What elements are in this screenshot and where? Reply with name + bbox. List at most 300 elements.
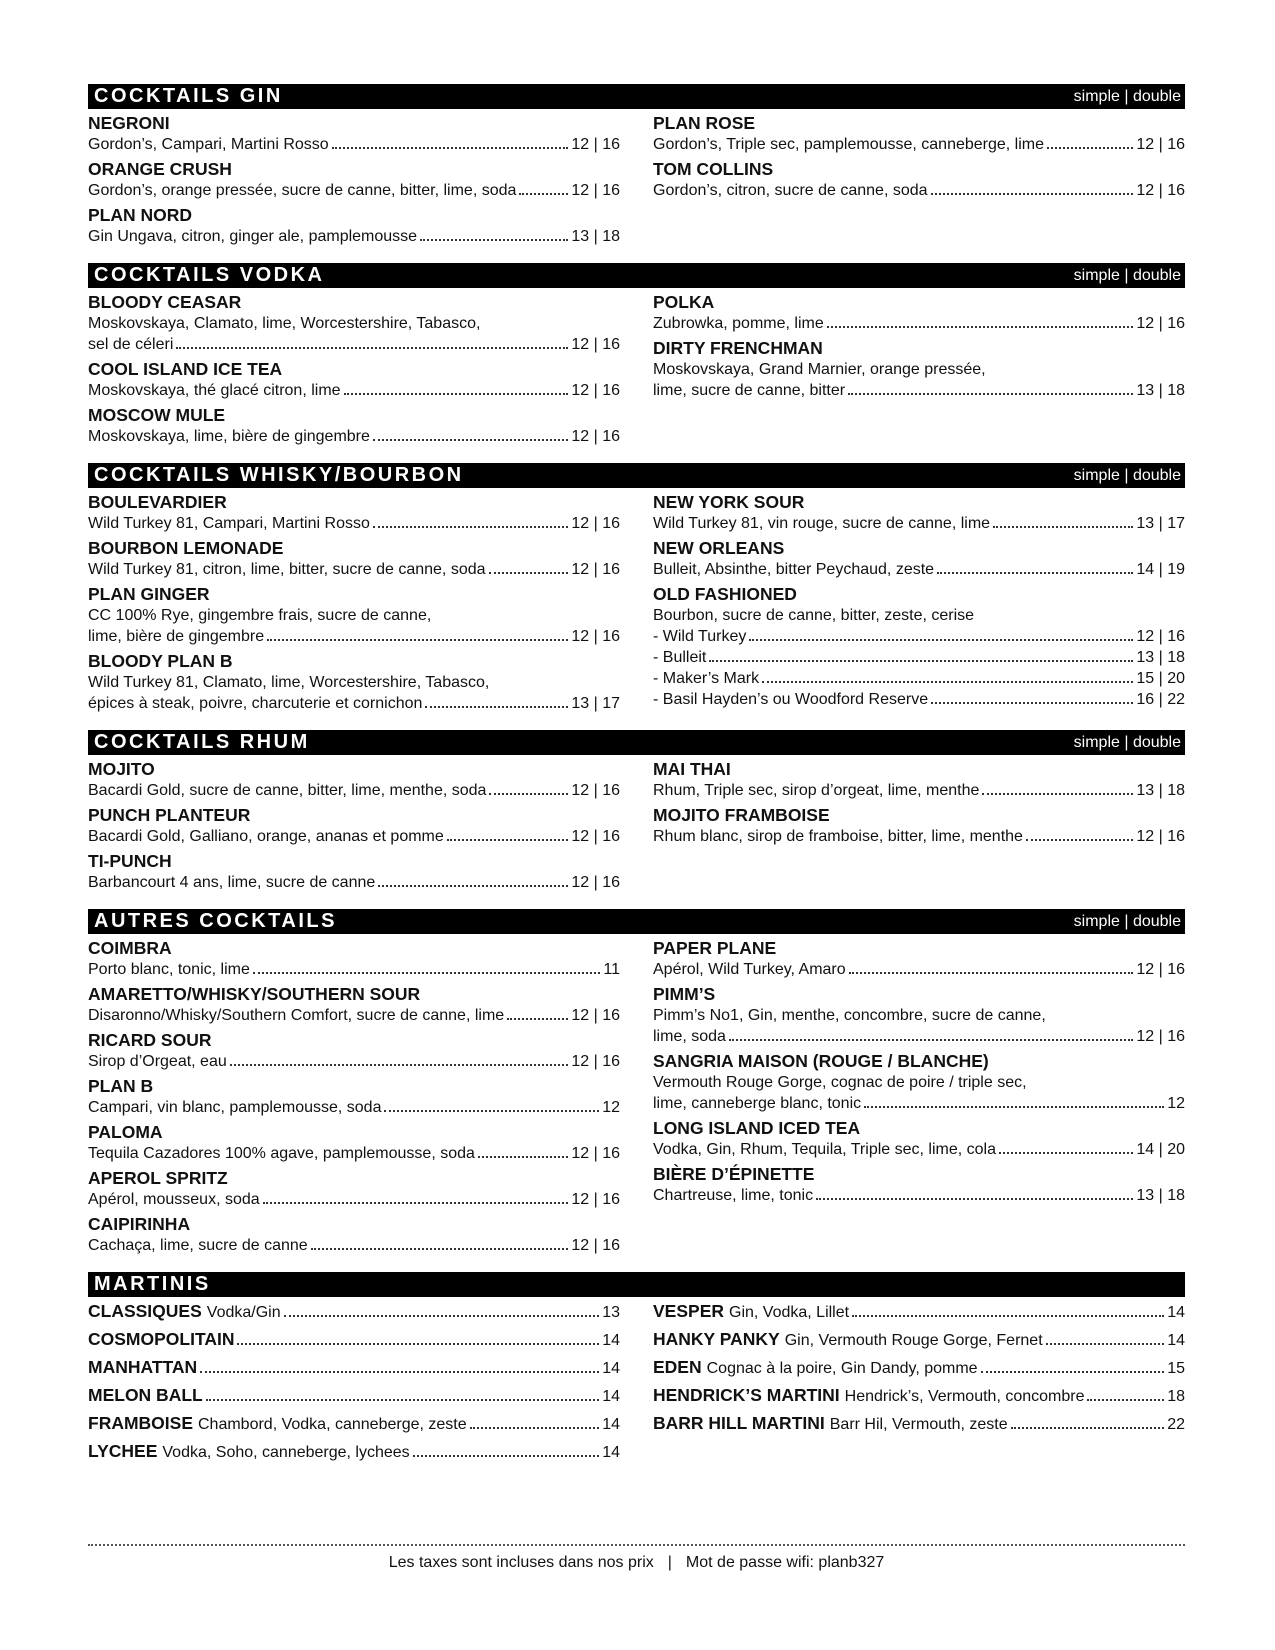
item-description: Moskovskaya, lime, bière de gingembre xyxy=(88,428,370,445)
menu-item xyxy=(653,805,1185,847)
menu-item xyxy=(88,805,620,847)
item-name: MOSCOW MULE xyxy=(88,405,226,425)
dot-leader xyxy=(373,439,568,441)
item-name: PIMM’S xyxy=(653,984,716,1004)
section-price-legend: simple | double xyxy=(1073,913,1181,930)
item-description: Rhum blanc, sirop de framboise, bitter, lime, menthe xyxy=(653,828,1023,845)
item-price: 12 | 16 xyxy=(571,1191,620,1208)
item-price-line xyxy=(88,826,620,847)
item-description: Campari, vin blanc, pamplemousse, soda xyxy=(88,1099,382,1116)
item-name: BARR HILL MARTINI xyxy=(653,1413,825,1433)
section-price-legend: simple | double xyxy=(1073,734,1181,751)
menu-item xyxy=(653,938,1185,980)
dot-leader xyxy=(827,326,1134,328)
dot-leader xyxy=(1026,839,1133,841)
item-name: ORANGE CRUSH xyxy=(88,159,232,179)
item-description: Sirop d’Orgeat, eau xyxy=(88,1053,227,1070)
menu-item xyxy=(653,1164,1185,1206)
item-price-line xyxy=(653,1185,1185,1206)
item-description: lime, sucre de canne, bitter xyxy=(653,382,846,399)
martini-item xyxy=(88,1413,620,1441)
item-description: Gordon’s, Triple sec, pamplemousse, canneberge, lime xyxy=(653,136,1045,153)
dot-leader xyxy=(931,193,1134,195)
item-price-line xyxy=(653,513,1185,534)
right-column xyxy=(653,113,1185,251)
dot-leader xyxy=(200,1371,599,1373)
item-description: Barr Hil, Vermouth, zeste xyxy=(829,1416,1008,1433)
item-price-line xyxy=(653,780,1185,801)
left-column xyxy=(88,492,620,718)
menu-item xyxy=(88,1030,620,1072)
right-column xyxy=(653,1301,1185,1469)
dot-leader xyxy=(489,793,568,795)
menu-item xyxy=(88,538,620,580)
item-name: BIÈRE D’ÉPINETTE xyxy=(653,1164,815,1184)
menu-section xyxy=(88,263,1185,451)
item-price: 12 | 16 xyxy=(571,1237,620,1254)
item-price: 12 | 16 xyxy=(1136,828,1185,845)
menu-item xyxy=(88,984,620,1026)
item-price-line xyxy=(88,134,620,155)
item-description: Moskovskaya, Clamato, lime, Worcestershire, Tabasco, xyxy=(88,315,481,332)
item-name: TI-PUNCH xyxy=(88,851,172,871)
item-price-line xyxy=(88,180,620,201)
section-title: COCKTAILS GIN xyxy=(94,85,283,107)
menu-item xyxy=(88,159,620,201)
martini-item xyxy=(653,1385,1185,1413)
section-columns xyxy=(88,288,1185,451)
item-name: PLAN ROSE xyxy=(653,113,756,133)
item-name: OLD FASHIONED xyxy=(653,584,797,604)
item-description: Bulleit, Absinthe, bitter Peychaud, zeste xyxy=(653,561,935,578)
item-price: 13 | 18 xyxy=(1136,649,1185,666)
item-price-line xyxy=(88,1235,620,1256)
item-price: 15 | 20 xyxy=(1136,670,1185,687)
item-description: Bourbon, sucre de canne, bitter, zeste, cerise xyxy=(653,607,975,624)
item-price: 13 | 18 xyxy=(1136,782,1185,799)
item-price-line xyxy=(653,826,1185,847)
item-name: BLOODY CEASAR xyxy=(88,292,242,312)
item-price: 15 xyxy=(1167,1360,1185,1377)
martini-item xyxy=(88,1357,620,1385)
section-header xyxy=(88,84,1185,109)
item-name: PALOMA xyxy=(88,1122,163,1142)
section-header xyxy=(88,263,1185,288)
item-price: 12 | 16 xyxy=(571,382,620,399)
item-price: 12 | 16 xyxy=(1136,961,1185,978)
section-columns xyxy=(88,488,1185,718)
item-price-line xyxy=(88,1051,620,1072)
item-price-line xyxy=(653,380,1185,401)
item-price-line xyxy=(653,313,1185,334)
item-name: APEROL SPRITZ xyxy=(88,1168,228,1188)
item-name: CAIPIRINHA xyxy=(88,1214,191,1234)
item-name: HENDRICK’S MARTINI xyxy=(653,1385,840,1405)
dot-leader xyxy=(237,1343,599,1345)
item-price: 12 xyxy=(1167,1095,1185,1112)
dot-leader xyxy=(378,885,568,887)
item-description: Wild Turkey 81, Clamato, lime, Worcestershire, Tabasco, xyxy=(88,674,490,691)
item-price: 12 xyxy=(602,1099,620,1116)
dot-leader xyxy=(206,1399,599,1401)
section-columns xyxy=(88,755,1185,897)
dot-leader xyxy=(1046,1343,1165,1345)
item-description: Pimm’s No1, Gin, menthe, concombre, sucre de canne, xyxy=(653,1007,1046,1024)
menu-item xyxy=(88,1122,620,1164)
item-price: 22 xyxy=(1167,1416,1185,1433)
item-description: - Bulleit xyxy=(653,649,707,666)
item-description: Gordon’s, orange pressée, sucre de canne, bitter, lime, soda xyxy=(88,182,517,199)
item-price: 12 | 16 xyxy=(571,515,620,532)
menu-item xyxy=(653,159,1185,201)
item-price-line xyxy=(653,1026,1185,1047)
item-description: Barbancourt 4 ans, lime, sucre de canne xyxy=(88,874,376,891)
section-title: COCKTAILS RHUM xyxy=(94,731,310,753)
section-header xyxy=(88,1272,1185,1297)
section-header xyxy=(88,463,1185,488)
item-price: 12 | 16 xyxy=(1136,628,1185,645)
item-price: 13 | 18 xyxy=(1136,1187,1185,1204)
item-name: MOJITO FRAMBOISE xyxy=(653,805,830,825)
item-price: 12 | 16 xyxy=(571,336,620,353)
item-name: MAI THAI xyxy=(653,759,731,779)
item-price-line xyxy=(653,1139,1185,1160)
item-name: CLASSIQUES xyxy=(88,1301,202,1321)
menu-item xyxy=(88,205,620,247)
item-description: lime, canneberge blanc, tonic xyxy=(653,1095,862,1112)
item-price: 12 | 16 xyxy=(571,1053,620,1070)
footer xyxy=(88,1544,1185,1572)
menu-item xyxy=(88,492,620,534)
item-description: Vodka, Soho, canneberge, lychees xyxy=(162,1444,410,1461)
section-title: COCKTAILS WHISKY/BOURBON xyxy=(94,464,464,486)
item-price-line xyxy=(88,513,620,534)
menu-section xyxy=(88,84,1185,251)
item-description: Wild Turkey 81, citron, lime, bitter, sucre de canne, soda xyxy=(88,561,486,578)
item-price-line xyxy=(88,1097,620,1118)
menu-item xyxy=(88,113,620,155)
item-price-line xyxy=(653,180,1185,201)
item-name: PAPER PLANE xyxy=(653,938,777,958)
menu-item xyxy=(653,759,1185,801)
menu-item xyxy=(653,492,1185,534)
martini-item xyxy=(88,1385,620,1413)
menu-item xyxy=(88,1076,620,1118)
item-name: AMARETTO/WHISKY/SOUTHERN SOUR xyxy=(88,984,421,1004)
item-price: 12 | 16 xyxy=(571,628,620,645)
dot-leader xyxy=(253,972,601,974)
variant-price-line xyxy=(653,689,1185,710)
section-price-legend: simple | double xyxy=(1073,267,1181,284)
section-columns xyxy=(88,109,1185,251)
menu-section xyxy=(88,463,1185,718)
item-price: 13 | 17 xyxy=(1136,515,1185,532)
item-price: 12 | 16 xyxy=(571,782,620,799)
item-description: Rhum, Triple sec, sirop d’orgeat, lime, menthe xyxy=(653,782,980,799)
wifi-password: Mot de passe wifi: planb327 xyxy=(685,1554,885,1571)
item-name: MOJITO xyxy=(88,759,155,779)
item-description: Moskovskaya, thé glacé citron, lime xyxy=(88,382,341,399)
left-column xyxy=(88,759,620,897)
item-description: Gordon’s, citron, sucre de canne, soda xyxy=(653,182,928,199)
dot-leader xyxy=(849,972,1134,974)
menu-section xyxy=(88,730,1185,897)
item-price: 14 xyxy=(1167,1332,1185,1349)
item-price: 16 | 22 xyxy=(1136,691,1185,708)
dot-leader xyxy=(852,1315,1164,1317)
item-name: PLAN B xyxy=(88,1076,154,1096)
dot-leader xyxy=(937,572,1133,574)
footer-divider xyxy=(88,1544,1185,1546)
footer-separator: | xyxy=(667,1554,672,1571)
item-description: - Wild Turkey xyxy=(653,628,747,645)
dot-leader xyxy=(384,1110,599,1112)
section-title: COCKTAILS VODKA xyxy=(94,264,325,286)
item-price: 12 | 16 xyxy=(571,828,620,845)
dot-leader xyxy=(447,839,569,841)
dot-leader xyxy=(762,681,1133,683)
item-description: Porto blanc, tonic, lime xyxy=(88,961,250,978)
item-description: Gin Ungava, citron, ginger ale, pamplemousse xyxy=(88,228,418,245)
menu-item xyxy=(653,292,1185,334)
item-description: Vermouth Rouge Gorge, cognac de poire / triple sec, xyxy=(653,1074,1027,1091)
menu-item xyxy=(88,359,620,401)
left-column xyxy=(88,113,620,251)
section-price-legend: simple | double xyxy=(1073,467,1181,484)
item-price: 18 xyxy=(1167,1388,1185,1405)
dot-leader xyxy=(931,702,1133,704)
right-column xyxy=(653,492,1185,718)
item-name: POLKA xyxy=(653,292,715,312)
item-price: 13 | 18 xyxy=(571,228,620,245)
item-description: CC 100% Rye, gingembre frais, sucre de canne, xyxy=(88,607,432,624)
item-name: BOURBON LEMONADE xyxy=(88,538,284,558)
martini-item xyxy=(653,1413,1185,1441)
left-column xyxy=(88,938,620,1260)
item-name: SANGRIA MAISON (ROUGE / BLANCHE) xyxy=(653,1051,989,1071)
item-price: 12 | 16 xyxy=(571,1145,620,1162)
item-name: PLAN NORD xyxy=(88,205,193,225)
item-description: Chambord, Vodka, canneberge, zeste xyxy=(198,1416,467,1433)
item-price-line xyxy=(88,380,620,401)
section-title: AUTRES COCKTAILS xyxy=(94,910,337,932)
item-name: COIMBRA xyxy=(88,938,172,958)
taxes-note: Les taxes sont incluses dans nos prix xyxy=(388,1554,654,1571)
item-price-line xyxy=(88,226,620,247)
item-price-line xyxy=(88,1189,620,1210)
item-price: 14 xyxy=(602,1360,620,1377)
martini-item xyxy=(88,1301,620,1329)
item-description: Vodka/Gin xyxy=(206,1304,281,1321)
item-description: Bacardi Gold, sucre de canne, bitter, lime, menthe, soda xyxy=(88,782,487,799)
item-description: Hendrick’s, Vermouth, concombre xyxy=(844,1388,1085,1405)
item-price: 14 xyxy=(1167,1304,1185,1321)
menu-item xyxy=(88,1168,620,1210)
item-price-line xyxy=(653,1093,1185,1114)
martini-item xyxy=(88,1329,620,1357)
dot-leader xyxy=(489,572,569,574)
menu-item xyxy=(88,292,620,355)
item-description: Cognac à la poire, Gin Dandy, pomme xyxy=(706,1360,978,1377)
dot-leader xyxy=(263,1202,569,1204)
item-name: BLOODY PLAN B xyxy=(88,651,233,671)
item-price-line xyxy=(88,780,620,801)
dot-leader xyxy=(344,393,569,395)
item-description: Tequila Cazadores 100% agave, pamplemousse, soda xyxy=(88,1145,475,1162)
item-name: LYCHEE xyxy=(88,1441,158,1461)
right-column xyxy=(653,759,1185,897)
item-price-line xyxy=(88,693,620,714)
section-header xyxy=(88,909,1185,934)
section-price-legend: simple | double xyxy=(1073,88,1181,105)
item-name: RICARD SOUR xyxy=(88,1030,212,1050)
dot-leader xyxy=(478,1156,568,1158)
item-price: 12 | 16 xyxy=(571,1007,620,1024)
item-price: 12 | 16 xyxy=(571,428,620,445)
item-description: Gin, Vermouth Rouge Gorge, Fernet xyxy=(784,1332,1043,1349)
item-price-line xyxy=(88,1143,620,1164)
menu-item xyxy=(653,338,1185,401)
item-price-line xyxy=(88,626,620,647)
dot-leader xyxy=(981,1371,1165,1373)
item-price: 12 | 16 xyxy=(1136,182,1185,199)
variant-price-line xyxy=(653,647,1185,668)
dot-leader xyxy=(176,347,568,349)
item-description: Apérol, mousseux, soda xyxy=(88,1191,260,1208)
item-price: 11 xyxy=(603,961,620,978)
item-description: Disaronno/Whisky/Southern Comfort, sucre de canne, lime xyxy=(88,1007,505,1024)
item-price-line xyxy=(88,959,620,980)
variant-price-line xyxy=(653,668,1185,689)
item-name: COSMOPOLITAIN xyxy=(88,1329,235,1349)
menu-item xyxy=(653,1051,1185,1114)
menu-item xyxy=(88,584,620,647)
menu-item xyxy=(88,851,620,893)
dot-leader xyxy=(470,1427,600,1429)
item-name: PLAN GINGER xyxy=(88,584,210,604)
item-name: FRAMBOISE xyxy=(88,1413,193,1433)
section-columns xyxy=(88,1297,1185,1469)
item-name: EDEN xyxy=(653,1357,702,1377)
item-name: MELON BALL xyxy=(88,1385,203,1405)
dot-leader xyxy=(729,1039,1133,1041)
dot-leader xyxy=(507,1018,568,1020)
menu-item xyxy=(88,1214,620,1256)
item-description: Apérol, Wild Turkey, Amaro xyxy=(653,961,846,978)
item-name: DIRTY FRENCHMAN xyxy=(653,338,823,358)
item-price: 12 | 16 xyxy=(571,561,620,578)
menu-page xyxy=(88,84,1185,1481)
dot-leader xyxy=(999,1152,1133,1154)
martini-item xyxy=(88,1441,620,1469)
item-description: Moskovskaya, Grand Marnier, orange pressée, xyxy=(653,361,986,378)
left-column xyxy=(88,1301,620,1469)
martini-item xyxy=(653,1357,1185,1385)
item-description: Bacardi Gold, Galliano, orange, ananas et pomme xyxy=(88,828,444,845)
item-description: Cachaça, lime, sucre de canne xyxy=(88,1237,308,1254)
item-name: VESPER xyxy=(653,1301,724,1321)
item-price-line xyxy=(88,426,620,447)
item-price: 12 | 16 xyxy=(571,874,620,891)
section-columns xyxy=(88,934,1185,1260)
dot-leader xyxy=(413,1455,600,1457)
right-column xyxy=(653,938,1185,1260)
item-name: NEW ORLEANS xyxy=(653,538,785,558)
martini-item xyxy=(653,1329,1185,1357)
dot-leader xyxy=(1011,1427,1165,1429)
item-description: Wild Turkey 81, Campari, Martini Rosso xyxy=(88,515,370,532)
item-description: épices à steak, poivre, charcuterie et cornichon xyxy=(88,695,423,712)
item-description: - Basil Hayden’s ou Woodford Reserve xyxy=(653,691,929,708)
item-price-line xyxy=(653,134,1185,155)
item-name: BOULEVARDIER xyxy=(88,492,227,512)
dot-leader xyxy=(709,660,1133,662)
dot-leader xyxy=(749,639,1133,641)
item-name: NEGRONI xyxy=(88,113,170,133)
item-price: 14 xyxy=(602,1332,620,1349)
dot-leader xyxy=(982,793,1133,795)
item-name: PUNCH PLANTEUR xyxy=(88,805,251,825)
item-price: 14 | 20 xyxy=(1136,1141,1185,1158)
item-description: Gin, Vodka, Lillet xyxy=(729,1304,850,1321)
item-description: Zubrowka, pomme, lime xyxy=(653,315,824,332)
item-name: TOM COLLINS xyxy=(653,159,774,179)
item-description: Wild Turkey 81, vin rouge, sucre de canne, lime xyxy=(653,515,991,532)
item-price-line xyxy=(88,1005,620,1026)
item-name: LONG ISLAND ICED TEA xyxy=(653,1118,861,1138)
item-price: 12 | 16 xyxy=(571,136,620,153)
item-price: 14 xyxy=(602,1388,620,1405)
section-header xyxy=(88,730,1185,755)
item-price: 14 xyxy=(602,1416,620,1433)
menu-item xyxy=(653,113,1185,155)
dot-leader xyxy=(420,239,568,241)
dot-leader xyxy=(425,706,568,708)
variant-price-line xyxy=(653,626,1185,647)
dot-leader xyxy=(284,1315,600,1317)
left-column xyxy=(88,292,620,451)
dot-leader xyxy=(816,1198,1133,1200)
item-description: lime, soda xyxy=(653,1028,726,1045)
item-price: 14 xyxy=(602,1444,620,1461)
item-description: - Maker’s Mark xyxy=(653,670,760,687)
item-name: NEW YORK SOUR xyxy=(653,492,805,512)
item-price-line xyxy=(88,872,620,893)
dot-leader xyxy=(311,1248,569,1250)
item-description: Gordon’s, Campari, Martini Rosso xyxy=(88,136,329,153)
menu-item xyxy=(653,584,1185,710)
item-price-line xyxy=(88,334,620,355)
menu-section-martinis xyxy=(88,1272,1185,1469)
dot-leader xyxy=(848,393,1133,395)
item-price: 13 | 18 xyxy=(1136,382,1185,399)
item-description: lime, bière de gingembre xyxy=(88,628,265,645)
item-price: 13 xyxy=(602,1304,620,1321)
item-price: 13 | 17 xyxy=(571,695,620,712)
menu-item xyxy=(653,538,1185,580)
item-description: Vodka, Gin, Rhum, Tequila, Triple sec, lime, cola xyxy=(653,1141,996,1158)
item-name: MANHATTAN xyxy=(88,1357,198,1377)
dot-leader xyxy=(1047,147,1133,149)
item-name: COOL ISLAND ICE TEA xyxy=(88,359,283,379)
item-description: sel de céleri xyxy=(88,336,174,353)
item-price: 12 | 16 xyxy=(1136,315,1185,332)
martini-item xyxy=(653,1301,1185,1329)
dot-leader xyxy=(230,1064,569,1066)
item-name: HANKY PANKY xyxy=(653,1329,780,1349)
menu-item xyxy=(653,984,1185,1047)
item-price: 14 | 19 xyxy=(1136,561,1185,578)
